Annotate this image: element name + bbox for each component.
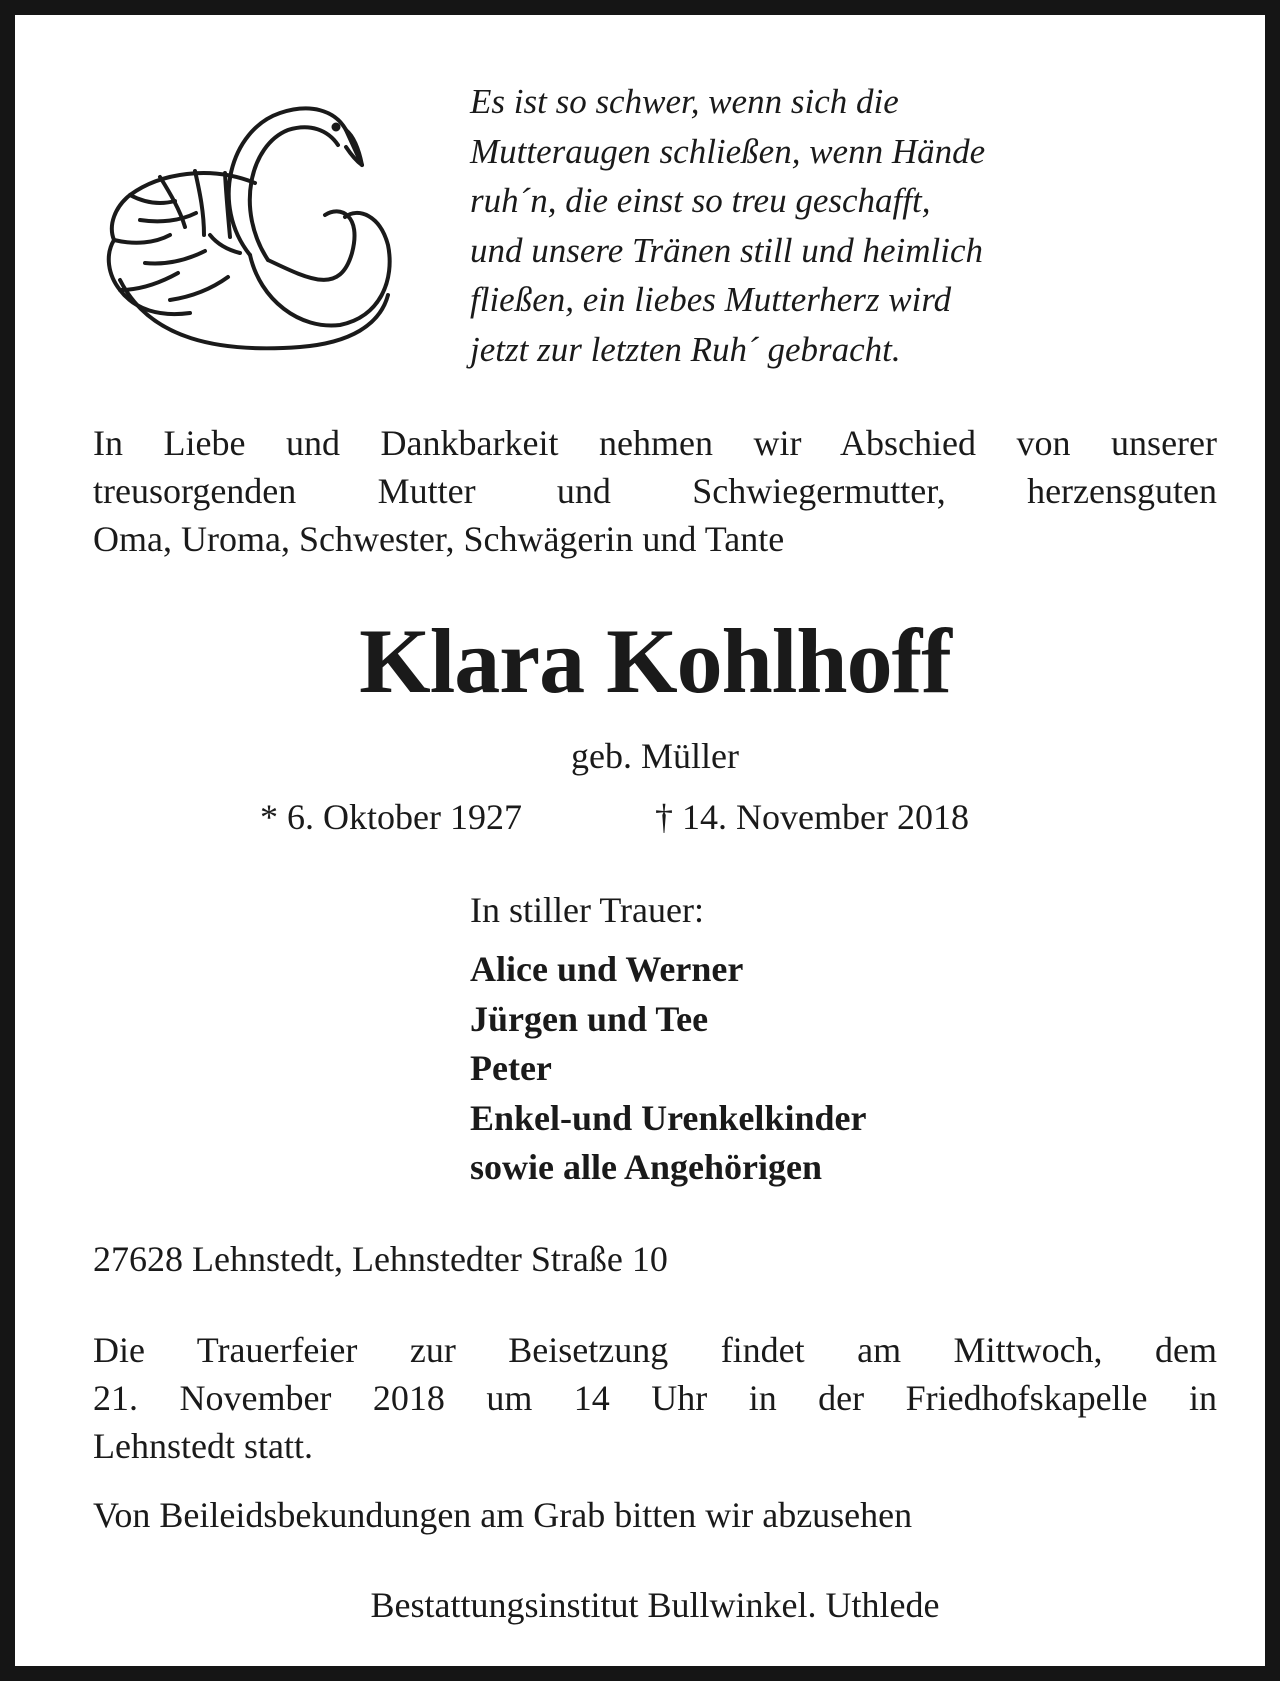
maiden-name: geb. Müller	[571, 736, 739, 776]
intro-line: Oma, Uroma, Schwester, Schwägerin und Tante	[93, 519, 785, 559]
mourner-entry: sowie alle Angehörigen	[470, 1147, 822, 1188]
mourner-entry: Jürgen und Tee	[470, 998, 709, 1039]
deceased-name: Klara Kohlhoff	[359, 610, 951, 712]
ceremony-line: 21. November 2018 um 14 Uhr in der Friedhofskapelle in	[93, 1378, 1217, 1418]
swan-icon	[100, 85, 410, 360]
poem-line: und unsere Tränen still und heimlich	[470, 230, 983, 270]
death-date: † 14. November 2018	[655, 797, 969, 837]
ceremony-paragraph	[93, 1326, 1217, 1470]
family-address: 27628 Lehnstedt, Lehnstedter Straße 10	[93, 1239, 668, 1279]
ceremony-line: Die Trauerfeier zur Beisetzung findet am Mittwoch, dem	[93, 1330, 1217, 1370]
poem-line: Mutteraugen schließen, wenn Hände	[470, 131, 986, 171]
mourner-entry: Alice und Werner	[470, 949, 744, 989]
ceremony-line: Lehnstedt statt.	[93, 1426, 313, 1466]
poem-line: Es ist so schwer, wenn sich die	[470, 82, 899, 121]
intro-line: treusorgenden Mutter und Schwiegermutter, herzensguten	[93, 471, 1217, 511]
birth-date: * 6. Oktober 1927	[260, 797, 522, 837]
mourners-list	[470, 945, 866, 1193]
intro-line: In Liebe und Dankbarkeit nehmen wir Abschied von unserer	[93, 423, 1217, 463]
intro-paragraph	[93, 419, 1217, 563]
mourner-entry: Peter	[470, 1048, 552, 1089]
memorial-poem	[470, 77, 1170, 374]
mourner-entry: Enkel-und Urenkelkinder	[470, 1097, 867, 1138]
poem-line: ruh´n, die einst so treu geschafft,	[470, 181, 931, 220]
poem-line: fließen, ein liebes Mutterherz wird	[470, 280, 952, 319]
funeral-home: Bestattungsinstitut Bullwinkel. Uthlede	[370, 1585, 940, 1625]
condolence-note: Von Beileidsbekundungen am Grab bitten wir abzusehen	[93, 1495, 913, 1535]
poem-line: jetzt zur letzten Ruh´ gebracht.	[470, 329, 901, 369]
mourning-label: In stiller Trauer:	[470, 890, 704, 930]
